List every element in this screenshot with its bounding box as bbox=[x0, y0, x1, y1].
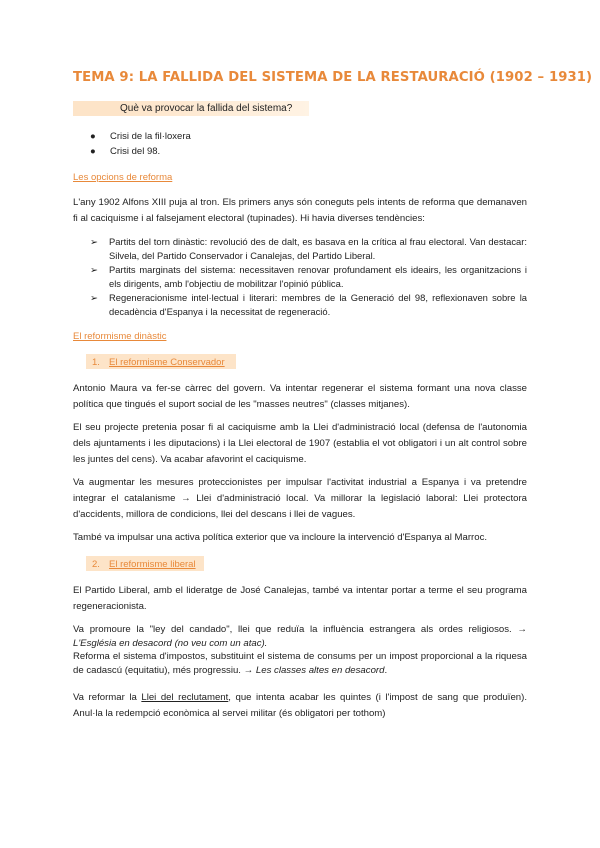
bullet-text: Crisi del 98. bbox=[110, 146, 161, 157]
bullet-icon: ● bbox=[90, 146, 96, 157]
subheading-number: 1. bbox=[92, 357, 100, 368]
section-heading-dynastic-reformism[interactable]: El reformisme dinàstic bbox=[73, 331, 167, 342]
paragraph-text: , que intenta acabar les quintes (i l'impost de sang que produïen). Anul·la la redempció econòmica al servei militar (és obligatori per tothom) bbox=[73, 692, 527, 719]
emphasis-text: Les classes altes en desacord bbox=[255, 664, 385, 676]
page-title: TEMA 9: LA FALLIDA DEL SISTEMA DE LA RESTAURACIÓ (1902 – 1931) bbox=[73, 70, 593, 85]
paragraph: L'any 1902 Alfons XIII puja al tron. Els primers anys són coneguts pels intents de reforma que demanaven fi al caciquisme i al falsejament electoral (tupinades). Hi havia diverses tendències: bbox=[73, 197, 527, 224]
list-item bbox=[90, 235, 527, 262]
paragraph-text: . bbox=[384, 664, 388, 676]
paragraph bbox=[73, 623, 527, 677]
bullet-text: Crisi de la fil·loxera bbox=[110, 131, 191, 142]
list-item-text: Partits marginats del sistema: necessitaven renovar profundament els ideairs, les organitzacions i els dirigents, amb l'objectiu de mobilitzar l'opinió pública. bbox=[109, 264, 527, 289]
arrow-bullet-icon: ➢ bbox=[90, 236, 98, 247]
emphasis-text: L'Església en desacord (no veu com un atac). bbox=[73, 637, 268, 649]
paragraph: Va augmentar les mesures proteccionistes per impulsar l'activitat industrial a Espanya i va pretendre integrar el catalanisme → Llei d'administració local. Va millorar la legislació laboral: Llei protectora d'accidents, millora de condicions, llei del descans i llei de vagues. bbox=[73, 477, 527, 520]
paragraph: El Partido Liberal, amb el lideratge de José Canalejas, també va intentar portar a terme el seu programa regeneracionista. bbox=[73, 585, 527, 612]
list-item bbox=[90, 146, 160, 157]
paragraph bbox=[73, 690, 527, 722]
list-item bbox=[90, 291, 527, 318]
list-item-text: Regeneracionisme intel·lectual i literari: membres de la Generació del 98, reflexionaven sobre la decadència d'Espanya i la necessitat de regeneració. bbox=[109, 292, 527, 317]
paragraph-text: Reforma el sistema d'impostos, substituint el sistema de consums per un impost proporcional a la riquesa de cadascú (equitatiu), més progressiu. → bbox=[73, 651, 527, 676]
paragraph: Antonio Maura va fer-se càrrec del govern. Va intentar regenerar el sistema formant una nova classe política que tingués el suport social de les "masses neutres" (classes mitjanes). bbox=[73, 383, 527, 410]
bullet-icon: ● bbox=[90, 131, 96, 142]
paragraph: El seu projecte pretenia posar fi al caciquisme amb la Llei d'administració local (defensa de l'autonomia dels ajuntaments i les diputacions) i la Llei electoral de 1907 (establia el vot obligatori i un alt control sobre les juntes del cens). Va acabar afavorint el caciquisme. bbox=[73, 422, 527, 465]
underlined-term: Llei del reclutament bbox=[141, 692, 229, 703]
paragraph-text: Va promoure la "ley del candado", llei que reduïa la influència estrangera als ordes religiosos. → bbox=[73, 624, 527, 635]
question-text: Què va provocar la fallida del sistema? bbox=[120, 103, 293, 114]
subheading-conservative-reformism[interactable]: El reformisme Conservador bbox=[109, 357, 225, 368]
list-item-text: Partits del torn dinàstic: revolució des de dalt, es basava en la crítica al frau electoral. Van destacar: Silvela, del Partido Conservador i Canalejas, del Partido Liberal. bbox=[109, 236, 527, 261]
paragraph: També va impulsar una activa política exterior que va incloure la intervenció d'Espanya al Marroc. bbox=[73, 532, 488, 543]
arrow-bullet-icon: ➢ bbox=[90, 264, 98, 275]
subheading-liberal-reformism[interactable]: El reformisme liberal bbox=[109, 559, 196, 570]
paragraph-text: Va reformar la bbox=[73, 692, 137, 703]
list-item bbox=[90, 263, 527, 290]
list-item bbox=[90, 131, 191, 142]
arrow-bullet-icon: ➢ bbox=[90, 292, 98, 303]
subheading-number: 2. bbox=[92, 559, 100, 570]
section-heading-reform-options[interactable]: Les opcions de reforma bbox=[73, 172, 173, 183]
